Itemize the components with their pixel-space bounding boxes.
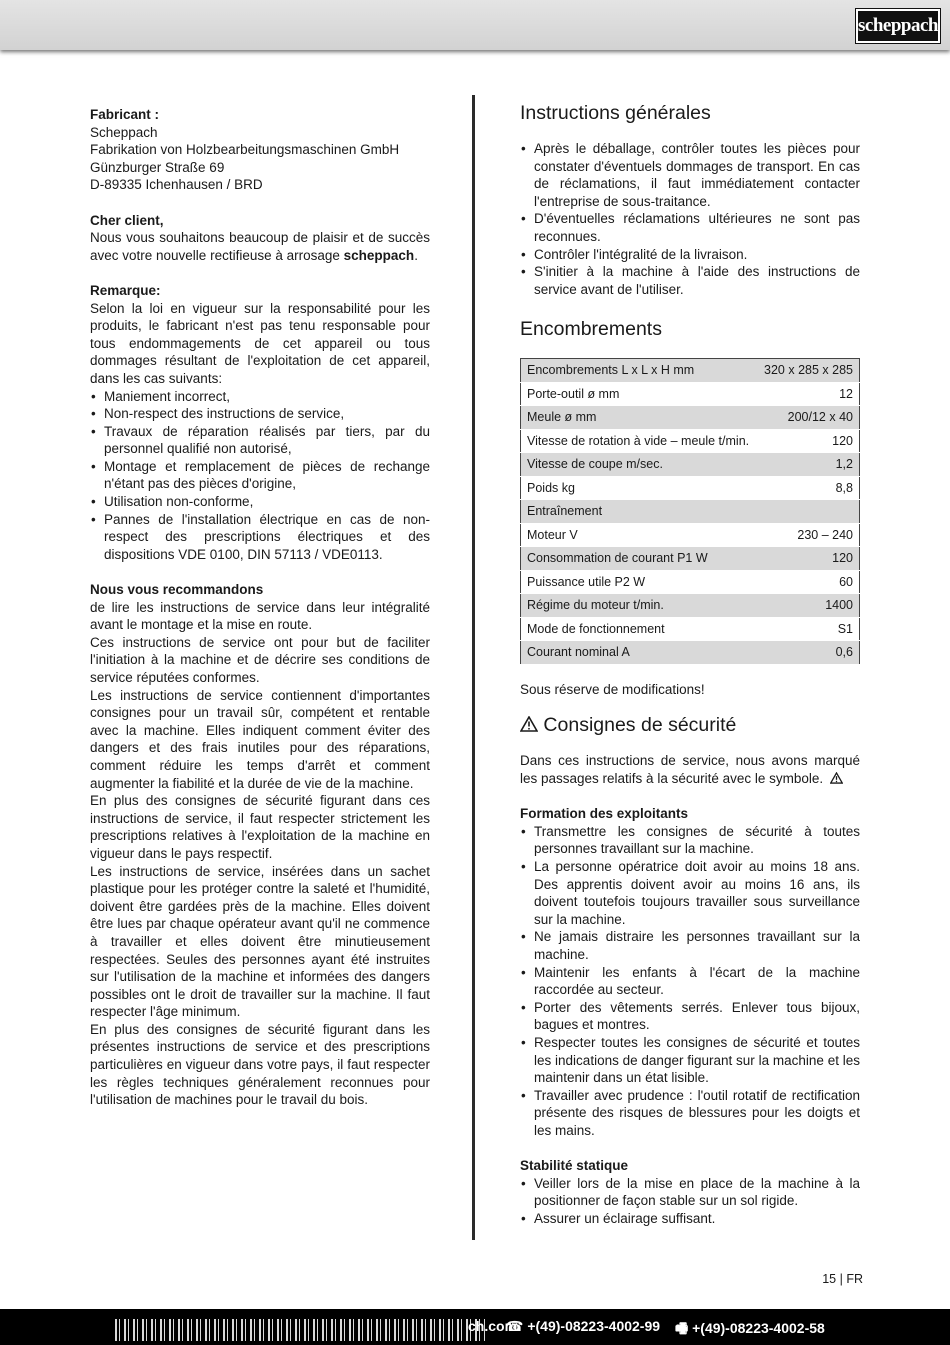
list-item: • Veiller lors de la mise en place de la machine à la positionner de façon stable sur un sol rigide. (520, 1175, 860, 1210)
dear-client-text: Nous vous souhaitons beaucoup de plaisir et de succès avec votre nouvelle rectifieuse à arrosage scheppach. (90, 230, 430, 263)
address-line: Fabrikation von Holzbearbeitungsmaschinen GmbH (90, 142, 400, 158)
general-instructions-list (520, 140, 860, 298)
remark-heading: Remarque: (90, 282, 161, 298)
spec-row (521, 382, 860, 406)
spec-label: Meule ø mm (521, 406, 758, 430)
list-item: • Transmettre les consignes de sécurité à toutes personnes travaillant sur la machine. (520, 823, 860, 858)
list-item: • Après le déballage, contrôler toutes les pièces pour constater d'éventuels dommages de transport. En cas de réclamations, il faut immédiatement contacter l'entreprise de sous-traitance. (520, 140, 860, 210)
column-divider (472, 95, 475, 1240)
list-item: • Pannes de l'installation électrique en cas de non-respect des prescriptions électriques et des dispositions VDE 0100, DIN 57113 / VDE0113. (90, 511, 430, 564)
right-column (520, 100, 860, 1227)
footer-barcode-graphic (115, 1319, 485, 1341)
spec-label: Porte-outil ø mm (521, 382, 758, 406)
page-number: 15 | FR (822, 1272, 863, 1286)
spec-row (521, 594, 860, 618)
left-column (90, 106, 430, 1109)
spec-label: Moteur V (521, 523, 758, 547)
list-item: • Travailler avec prudence : l'outil rotatif de rectification présente des risques de blessures pour les doigts et les mains. (520, 1087, 860, 1140)
spec-value: 60 (757, 570, 859, 594)
list-item: • Ne jamais distraire les personnes travaillant sur la machine. (520, 928, 860, 963)
remark-list (90, 388, 430, 564)
warning-triangle-icon (830, 772, 843, 784)
scheppach-logo: scheppach (856, 9, 940, 43)
spec-row (521, 641, 860, 665)
spec-value: 1400 (757, 594, 859, 618)
list-item: • Contrôler l'intégralité de la livraison. (520, 246, 860, 264)
warning-triangle-icon (520, 716, 538, 732)
list-item: • D'éventuelles réclamations ultérieures ne sont pas reconnues. (520, 210, 860, 245)
list-item: • Assurer un éclairage suffisant. (520, 1210, 860, 1228)
list-item: • Porter des vêtements serrés. Enlever tous bijoux, bagues et montres. (520, 999, 860, 1034)
spec-value: 120 (757, 547, 859, 571)
spec-label: Puissance utile P2 W (521, 570, 758, 594)
spec-value: 12 (757, 382, 859, 406)
list-item: • Montage et remplacement de pièces de rechange n'étant pas des pièces d'origine, (90, 458, 430, 493)
safety-intro: Dans ces instructions de service, nous avons marqué les passages relatifs à la sécurité avec le symbole. (520, 753, 860, 787)
dear-client-heading: Cher client, (90, 212, 164, 228)
spec-row (521, 453, 860, 477)
spec-row (521, 500, 860, 524)
manufacturer-address (90, 124, 430, 194)
remark-text: Selon la loi en vigueur sur la responsabilité pour les produits, le fabricant n'est pas tenu responsable pour tous endommagements de cet appareil ou tous dommages résultant de l'exploitation de cet appareil, dans les cas suivants: (90, 300, 430, 386)
recommend-paragraph: En plus des consignes de sécurité figurant dans ces instructions de service, il faut respecter strictement les prescriptions relatives à l'exploitation de la machine en vigueur dans le pays respectif. (90, 793, 430, 861)
recommend-paragraph: Ces instructions de service ont pour but de faciliter l'initiation à la machine et de décrire ses conditions de service réputées conformes. (90, 634, 430, 685)
training-heading: Formation des exploitants (520, 806, 689, 822)
safety-heading: Consignes de sécurité (520, 712, 860, 738)
list-item: • Utilisation non-conforme, (90, 493, 430, 511)
spec-label: Régime du moteur t/min. (521, 594, 758, 618)
spec-table (520, 358, 860, 665)
address-line: D-89335 Ichenhausen / BRD (90, 177, 263, 193)
recommend-heading: Nous vous recommandons (90, 582, 264, 598)
spec-label: Courant nominal A (521, 641, 758, 665)
recommend-paragraph: de lire les instructions de service dans leur intégralité avant le montage et la mise en route. (90, 599, 430, 633)
spec-label: Vitesse de rotation à vide – meule t/min. (521, 429, 758, 453)
footer-website[interactable]: ch.com (468, 1318, 518, 1334)
spec-value: 230 – 240 (757, 523, 859, 547)
spec-label: Mode de fonctionnement (521, 617, 758, 641)
footer-phone: ☎ +(49)-08223-4002-99 (506, 1318, 661, 1334)
list-item: • Maintenir les enfants à l'écart de la machine raccordée au secteur. (520, 964, 860, 999)
spec-row (521, 523, 860, 547)
spec-label: Entraînement (521, 500, 758, 524)
spec-label: Encombrements L x L x H mm (521, 359, 758, 383)
spec-value: 320 x 285 x 285 (757, 359, 859, 383)
list-item: • Travaux de réparation réalisés par tiers, par du personnel qualifié non autorisé, (90, 423, 430, 458)
general-instructions-heading: Instructions générales (520, 102, 711, 124)
spec-value: 120 (757, 429, 859, 453)
footer-fax: 🖷 +(49)-08223-4002-58 (675, 1320, 825, 1336)
stability-heading: Stabilité statique (520, 1158, 629, 1174)
recommend-paragraph: Les instructions de service contiennent d'importantes consignes pour un travail sûr, compétent et rentable avec la machine. Elles indiquent comment éviter des dangers et des frais inutiles pour des réparations, comment réduire les temps d'arrêt et comment augmenter la fiabilité et la durée de vie de la machine. (90, 687, 430, 791)
spec-label: Vitesse de coupe m/sec. (521, 453, 758, 477)
list-item: • Non-respect des instructions de service, (90, 405, 430, 423)
list-item: • La personne opératrice doit avoir au moins 18 ans. Des apprentis doivent avoir au moins 16 ans, ils doivent toutefois toujours travailler sous surveillance sur la machine. (520, 858, 860, 928)
list-item: • Respecter toutes les consignes de sécurité et toutes les indications de danger figurant sur la machine et les maintenir dans un état lisible. (520, 1034, 860, 1087)
spec-value: S1 (757, 617, 859, 641)
spec-row (521, 359, 860, 383)
spec-value (757, 500, 859, 524)
spec-row (521, 547, 860, 571)
recommend-paragraph: En plus des consignes de sécurité figurant dans les présentes instructions de service et des prescriptions particulières en vigueur dans votre pays, il faut respecter les règles techniques généralement reconnues pour l'utilisation de machines pour le travail du bois. (90, 1021, 430, 1108)
spec-row (521, 476, 860, 500)
list-item: • Maniement incorrect, (90, 388, 430, 406)
spec-value: 200/12 x 40 (757, 406, 859, 430)
address-line: Günzburger Straße 69 (90, 159, 225, 175)
page-footer (0, 1309, 950, 1345)
reserve-note: Sous réserve de modifications! (520, 681, 705, 697)
dimensions-heading: Encombrements (520, 318, 662, 341)
spec-row (521, 406, 860, 430)
spec-row (521, 570, 860, 594)
manufacturer-heading: Fabricant : (90, 107, 160, 122)
training-list (520, 823, 860, 1140)
list-item: • S'initier à la machine à l'aide des instructions de service avant de l'utiliser. (520, 263, 860, 298)
page-header (0, 0, 950, 50)
address-line: Scheppach (90, 124, 158, 140)
recommend-paragraph: Les instructions de service, insérées dans un sachet plastique pour les protéger contre la saleté et l'humidité, doivent être gardées près de la machine. Elles doivent être lues par chaque opérateur avant qu'il ne commence à travailler et elles doivent être minutieusement respectées. Seules des personnes ayant été instruites sur l'utilisation de la machine et informées des dangers possibles ont le droit de travailler sur la machine. Il faut respecter l'âge minimum. (90, 863, 430, 1020)
spec-row (521, 429, 860, 453)
spec-value: 8,8 (757, 476, 859, 500)
spec-row (521, 617, 860, 641)
spec-label: Consommation de courant P1 W (521, 547, 758, 571)
spec-value: 1,2 (757, 453, 859, 477)
spec-value: 0,6 (757, 641, 859, 665)
spec-label: Poids kg (521, 476, 758, 500)
stability-list (520, 1175, 860, 1228)
